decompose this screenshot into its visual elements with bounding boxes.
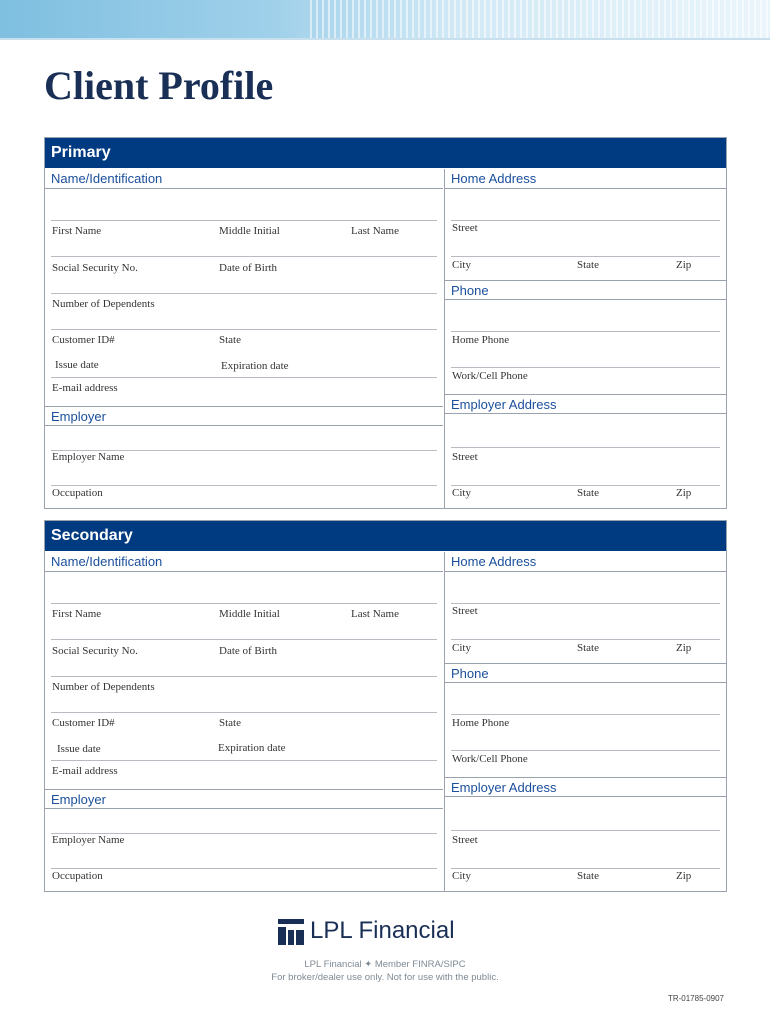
work-phone-label: Work/Cell Phone xyxy=(452,370,528,382)
street-label: Street xyxy=(452,605,478,617)
last-name-label: Last Name xyxy=(351,225,399,237)
occupation-label: Occupation xyxy=(52,487,103,499)
employer-name-label: Employer Name xyxy=(52,451,125,463)
ssn-line[interactable] xyxy=(51,639,437,640)
customer-id-label: Customer ID# xyxy=(52,717,115,729)
secondary-section-title: Secondary xyxy=(45,521,726,551)
occupation-label: Occupation xyxy=(52,870,103,882)
employer-street-label: Street xyxy=(452,451,478,463)
middle-initial-label: Middle Initial xyxy=(219,608,280,620)
employer-header: Employer xyxy=(45,406,443,426)
employer-city-label: City xyxy=(452,487,471,499)
city-line[interactable] xyxy=(451,639,720,640)
first-name-label: First Name xyxy=(52,608,102,620)
home-phone-line[interactable] xyxy=(451,331,720,332)
page-title: Client Profile xyxy=(44,63,274,108)
name-identification-header: Name/Identification xyxy=(45,169,443,189)
footer-member-line: LPL Financial ✦ Member FINRA/SIPC xyxy=(304,959,466,970)
email-label: E-mail address xyxy=(52,382,118,394)
primary-left-column xyxy=(45,169,443,508)
issue-date-line[interactable] xyxy=(51,377,437,378)
home-address-header: Home Address xyxy=(445,552,726,572)
employer-address-header: Employer Address xyxy=(445,777,726,797)
street-line[interactable] xyxy=(451,220,720,221)
issue-date-line[interactable] xyxy=(51,760,437,761)
phone-header: Phone xyxy=(445,663,726,683)
issue-date-label: Issue date xyxy=(57,743,101,755)
phone-header: Phone xyxy=(445,280,726,300)
middle-initial-label: Middle Initial xyxy=(219,225,280,237)
banner-edge xyxy=(0,38,770,40)
issue-date-label: Issue date xyxy=(55,359,99,371)
logo-text: LPL Financial xyxy=(310,917,455,944)
address-state-label: State xyxy=(577,642,599,654)
dob-label: Date of Birth xyxy=(219,645,278,657)
customer-id-line[interactable] xyxy=(51,712,437,713)
city-label: City xyxy=(452,259,471,271)
name-line[interactable] xyxy=(51,220,437,221)
state-label: State xyxy=(219,334,241,346)
lpl-logo-mark-icon xyxy=(278,919,304,945)
dependents-label: Number of Dependents xyxy=(52,298,155,310)
home-phone-label: Home Phone xyxy=(452,334,510,346)
employer-zip-label: Zip xyxy=(676,870,692,882)
city-line[interactable] xyxy=(451,256,720,257)
employer-city-line[interactable] xyxy=(451,485,720,486)
state-label: State xyxy=(219,717,241,729)
employer-state-label: State xyxy=(577,487,599,499)
employer-name-label: Employer Name xyxy=(52,834,125,846)
name-line[interactable] xyxy=(51,603,437,604)
work-phone-line[interactable] xyxy=(451,750,720,751)
name-identification-header: Name/Identification xyxy=(45,552,443,572)
employer-street-line[interactable] xyxy=(451,830,720,831)
employer-header: Employer xyxy=(45,789,443,809)
home-phone-line[interactable] xyxy=(451,714,720,715)
ssn-label: Social Security No. xyxy=(52,645,138,657)
employer-state-label: State xyxy=(577,870,599,882)
form-id: TR-01785-0907 xyxy=(667,994,724,1003)
banner-pattern xyxy=(310,0,770,38)
primary-section xyxy=(44,137,727,509)
city-label: City xyxy=(452,642,471,654)
primary-right-column xyxy=(444,169,726,508)
employer-zip-label: Zip xyxy=(676,487,692,499)
ssn-line[interactable] xyxy=(51,256,437,257)
employer-street-label: Street xyxy=(452,834,478,846)
email-label: E-mail address xyxy=(52,765,118,777)
secondary-section xyxy=(44,520,727,892)
employer-address-header: Employer Address xyxy=(445,394,726,414)
dependents-label: Number of Dependents xyxy=(52,681,155,693)
secondary-left-column xyxy=(45,552,443,891)
occupation-line[interactable] xyxy=(51,485,437,486)
street-line[interactable] xyxy=(451,603,720,604)
home-phone-label: Home Phone xyxy=(452,717,510,729)
street-label: Street xyxy=(452,222,478,234)
address-state-label: State xyxy=(577,259,599,271)
home-address-header: Home Address xyxy=(445,169,726,189)
dependents-line[interactable] xyxy=(51,676,437,677)
employer-city-line[interactable] xyxy=(451,868,720,869)
dependents-line[interactable] xyxy=(51,293,437,294)
last-name-label: Last Name xyxy=(351,608,399,620)
customer-id-label: Customer ID# xyxy=(52,334,115,346)
occupation-line[interactable] xyxy=(51,868,437,869)
employer-city-label: City xyxy=(452,870,471,882)
expiration-date-label: Expiration date xyxy=(218,742,286,754)
zip-label: Zip xyxy=(676,642,692,654)
footer-disclaimer: For broker/dealer use only. Not for use with the public. xyxy=(271,972,499,983)
first-name-label: First Name xyxy=(52,225,102,237)
dob-label: Date of Birth xyxy=(219,262,278,274)
work-phone-line[interactable] xyxy=(451,367,720,368)
primary-section-title: Primary xyxy=(45,138,726,168)
work-phone-label: Work/Cell Phone xyxy=(452,753,528,765)
zip-label: Zip xyxy=(676,259,692,271)
employer-street-line[interactable] xyxy=(451,447,720,448)
expiration-date-label: Expiration date xyxy=(221,360,289,372)
secondary-right-column xyxy=(444,552,726,891)
customer-id-line[interactable] xyxy=(51,329,437,330)
ssn-label: Social Security No. xyxy=(52,262,138,274)
